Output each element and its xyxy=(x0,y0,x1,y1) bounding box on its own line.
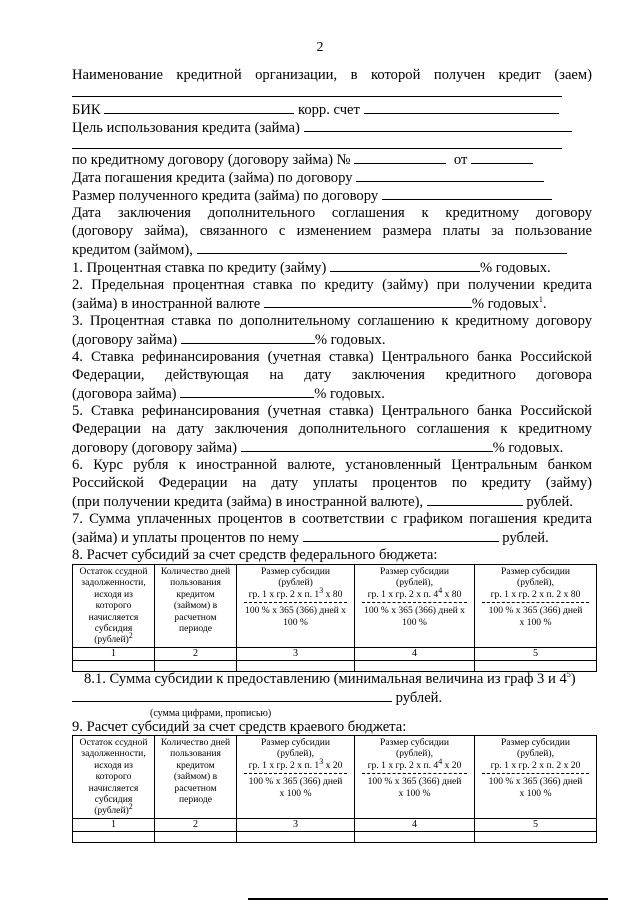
page-bottom-rule xyxy=(248,898,608,900)
purpose-field[interactable] xyxy=(304,118,572,132)
korr-field[interactable] xyxy=(364,100,559,114)
add-line-2: (договору займа), связанного с изменением размера платы за пользование xyxy=(72,223,592,239)
header-col-5: Размер субсидии (рублей), гр. 1 x гр. 2 x п. 2 x 20 100 % x 365 (366) дней x 100 % xyxy=(475,736,597,819)
col-number-4: 4 xyxy=(355,818,475,831)
table-input-row xyxy=(73,831,597,842)
header-col-3: Размер субсидии (рублей) гр. 1 x гр. 2 x п. $1^3$ x 80 100 % x 365 (366) дней x 100 % xyxy=(237,565,355,648)
add-line-3: кредитом (займом), xyxy=(72,240,592,259)
subsidy-sum-field[interactable] xyxy=(72,688,392,702)
add-date-field[interactable] xyxy=(197,240,567,254)
item-8-1-line-1: 8.1. Сумма субсидии к предоставлению (минимальная величина из граф 3 и $4^5$) xyxy=(84,670,576,687)
header-col-3: Размер субсидии (рублей), гр. 1 x гр. 2 x п. $1^3$ x 20 100 % x 365 (366) дней x 100 % xyxy=(237,736,355,819)
input-cell[interactable] xyxy=(155,831,237,842)
item-9-heading: 9. Расчет субсидий за счет средств краевого бюджета: xyxy=(72,719,407,735)
item-6-line-1: 6. Курс рубля к иностранной валюте, установленный Центральным банком xyxy=(72,457,592,473)
col-number-3: 3 xyxy=(237,647,355,660)
item-3-line-1: 3. Процентная ставка по дополнительному соглашению к кредитному договору xyxy=(72,313,592,329)
col-number-3: 3 xyxy=(237,818,355,831)
purpose-line xyxy=(72,118,592,137)
table-header-row xyxy=(73,565,597,648)
col-number-4: 4 xyxy=(355,647,475,660)
item-5-line-1: 5. Ставка рефинансирования (учетная ставка) Центрального банка Российской xyxy=(72,403,592,419)
regional-subsidy-table xyxy=(72,735,597,843)
input-cell[interactable] xyxy=(355,831,475,842)
item-6-line-2: Российской Федерации на дату уплаты процентов по кредиту (займу) xyxy=(72,475,592,491)
federal-subsidy-table xyxy=(72,564,597,672)
header-col-1: Остаток ссудной задолженности, исходя из которого начисляется субсидия (рублей)$^2$ xyxy=(73,736,155,819)
bik-field[interactable] xyxy=(104,100,294,114)
item-4-line-2: Федерации, действующая на дату заключения кредитного договора xyxy=(72,367,592,383)
sum-caption: (сумма цифрами, прописью) xyxy=(150,708,272,719)
refinancing-rate-field[interactable] xyxy=(180,384,314,398)
repay-date-field[interactable] xyxy=(356,168,544,182)
repay-label: Дата погашения кредита (займа) по договору xyxy=(72,170,353,186)
item-4-line-1: 4. Ставка рефинансирования (учетная ставка) Центрального банка Российской xyxy=(72,349,592,365)
col-number-5: 5 xyxy=(475,647,597,660)
item-2-line-2: (займа) в иностранной валюте % годовых$^1$. xyxy=(72,295,547,312)
item-4-line-3: (договора займа) % годовых. xyxy=(72,386,385,402)
header-col-4: Размер субсидии (рублей), гр. 1 x гр. 2 x п. $4^4$ x 20 100 % x 365 (366) дней x 100 % xyxy=(355,736,475,819)
purpose-label: Цель использования кредита (займа) xyxy=(72,120,300,136)
from-label: от xyxy=(453,152,468,168)
col-number-1: 1 xyxy=(73,647,155,660)
exchange-rate-field[interactable] xyxy=(427,492,523,506)
item-8-1-line-2: рублей. xyxy=(72,688,592,707)
col-number-2: 2 xyxy=(155,647,237,660)
add-line-1: Дата заключения дополнительного соглашения к кредитному договору xyxy=(72,205,592,221)
add-agreement-rate-field[interactable] xyxy=(181,330,315,344)
size-field[interactable] xyxy=(382,186,552,200)
col-number-5: 5 xyxy=(475,818,597,831)
item-5-line-3: договору (договору займа) % годовых. xyxy=(72,440,564,456)
col-number-1: 1 xyxy=(73,818,155,831)
contract-date-field[interactable] xyxy=(471,150,533,164)
refinancing-rate-add-field[interactable] xyxy=(241,438,493,452)
size-line xyxy=(72,186,592,205)
header-col-2: Количество дней пользования кредитом (займом) в расчетном периоде xyxy=(155,736,237,819)
header-col-4: Размер субсидии (рублей), гр. 1 x гр. 2 x п. $4^4$ x 80 100 % x 365 (366) дней x 100 % xyxy=(355,565,475,648)
item-5-line-2: Федерации на дату заключения дополнительного соглашения к кредитному xyxy=(72,421,592,437)
header-col-5: Размер субсидии (рублей), гр. 1 x гр. 2 x п. 2 x 80 100 % x 365 (366) дней x 100 % xyxy=(475,565,597,648)
item-3-line-2: (договору займа) % годовых. xyxy=(72,332,386,348)
fill-line xyxy=(72,148,562,149)
rate-field[interactable] xyxy=(330,258,480,272)
fill-line xyxy=(72,96,562,97)
interest-paid-field[interactable] xyxy=(303,528,499,542)
input-cell[interactable] xyxy=(73,831,155,842)
item-7-line-1: 7. Сумма уплаченных процентов в соответствии с графиком погашения кредита xyxy=(72,511,592,527)
credit-org-line: Наименование кредитной организации, в которой получен кредит (заем) xyxy=(72,67,592,83)
korr-label: корр. счет xyxy=(297,102,360,118)
col-number-2: 2 xyxy=(155,818,237,831)
table-header-row xyxy=(73,736,597,819)
input-cell[interactable] xyxy=(475,831,597,842)
page-number: 2 xyxy=(316,40,324,55)
contract-number-field[interactable] xyxy=(354,150,446,164)
contract-line xyxy=(72,150,592,169)
size-label: Размер полученного кредита (займа) по договору xyxy=(72,188,379,204)
foreign-rate-field[interactable] xyxy=(264,294,472,308)
item-6-line-3: (при получении кредита (займа) в иностранной валюте), рублей. xyxy=(72,494,573,510)
table-number-row xyxy=(73,818,597,831)
item-2-line-1: 2. Предельная процентная ставка по кредиту (займу) при получении кредита xyxy=(72,277,592,293)
contract-label: по кредитному договору (договору займа) № xyxy=(72,152,351,168)
header-col-1: Остаток ссудной задолженности, исходя из которого начисляется субсидия (рублей)$^2$ xyxy=(73,565,155,648)
item-8-heading: 8. Расчет субсидий за счет средств федерального бюджета: xyxy=(72,547,438,563)
repay-line xyxy=(72,168,592,187)
item-7-line-2: (займа) и уплаты процентов по нему рублей. xyxy=(72,530,549,546)
input-cell[interactable] xyxy=(237,831,355,842)
bik-label: БИК xyxy=(72,102,101,118)
header-col-2: Количество дней пользования кредитом (займом) в расчетном периоде xyxy=(155,565,237,648)
table-number-row xyxy=(73,647,597,660)
bik-line xyxy=(72,100,592,119)
item-1: 1. Процентная ставка по кредиту (займу) % годовых. xyxy=(72,260,551,276)
